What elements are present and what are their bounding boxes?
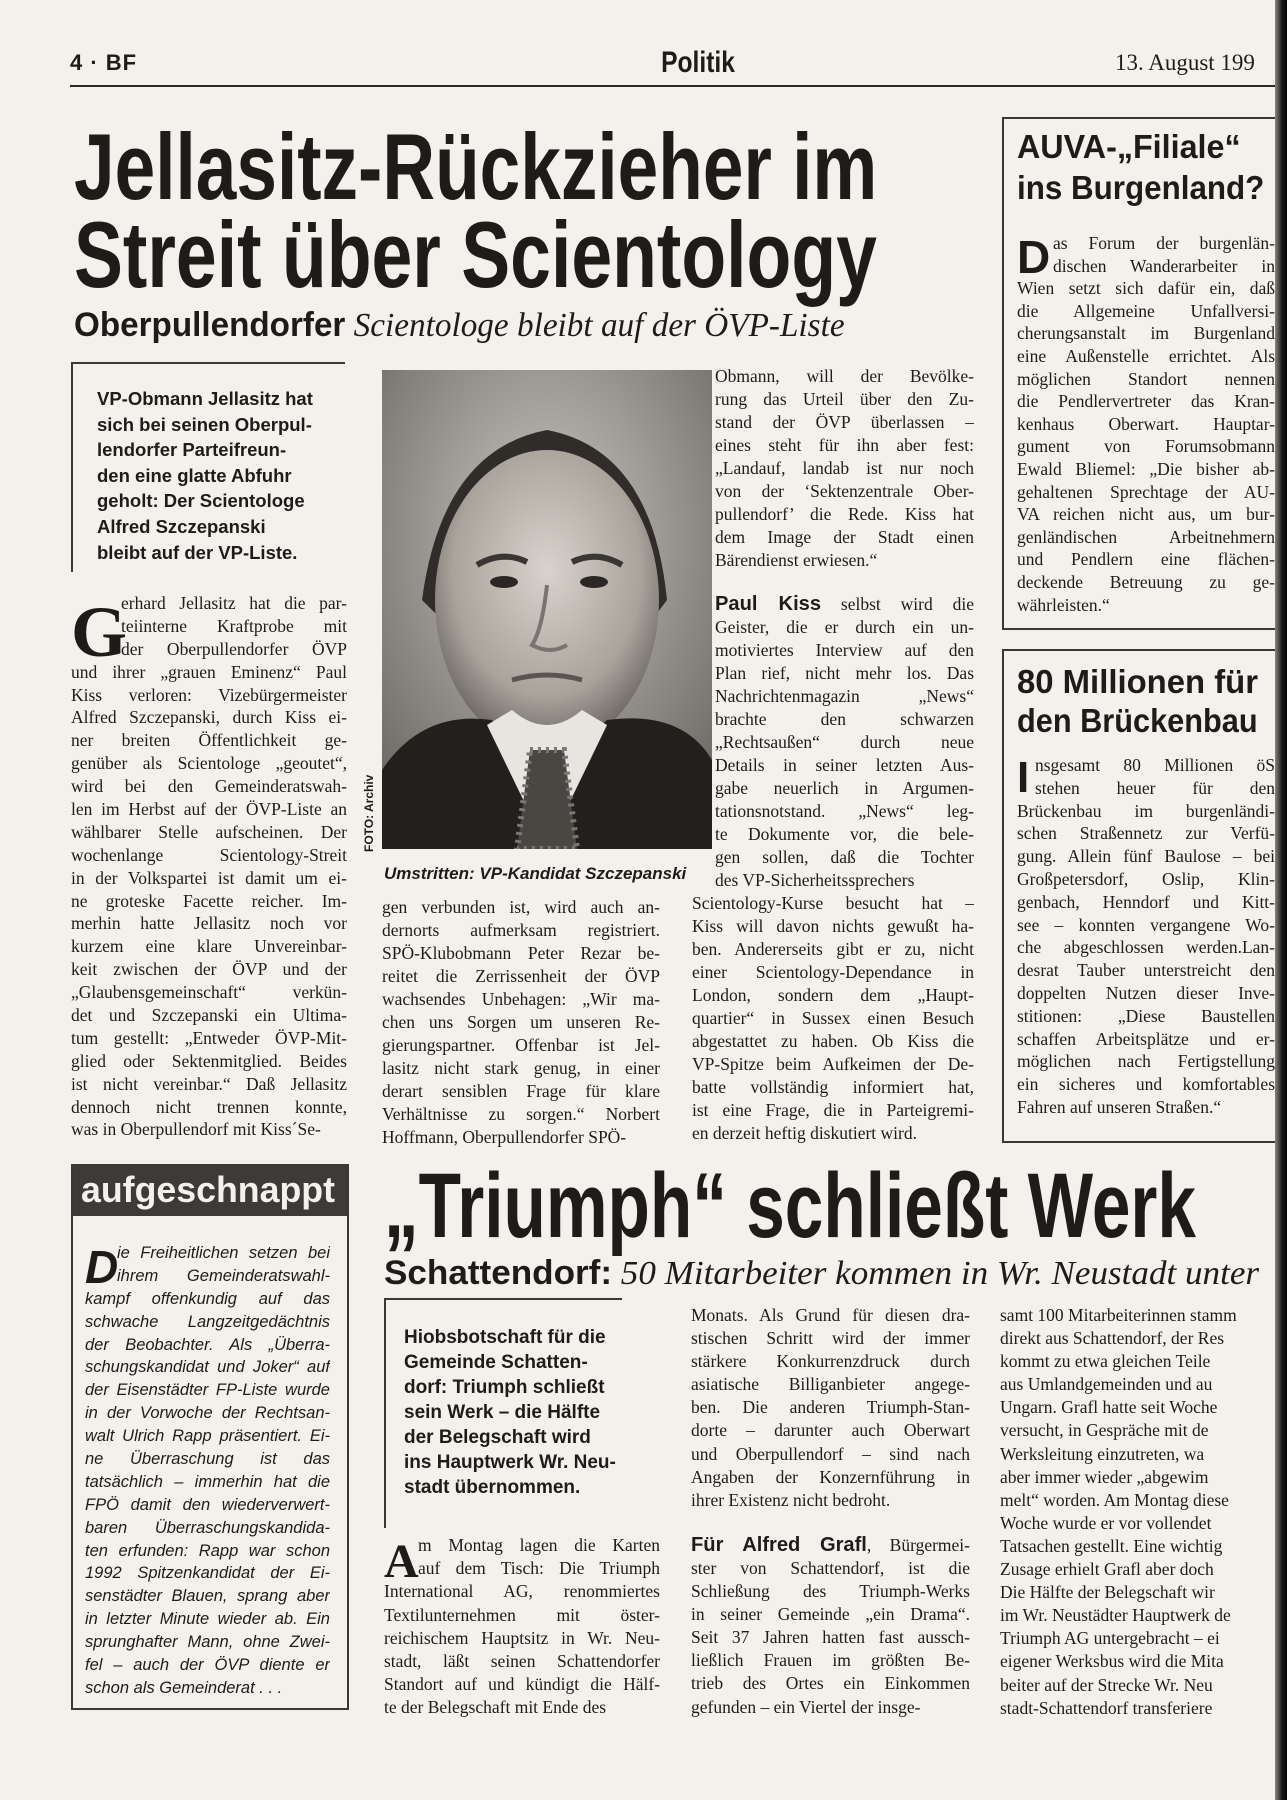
text-line: die Allgemeine Unfallversi- xyxy=(1017,300,1275,321)
text-line: Tatsachen gestellt. Eine wichtig xyxy=(1000,1535,1223,1556)
text-line: Seit 37 Jahren hatten fast aussch- xyxy=(691,1627,970,1648)
text-line: aber immer wieder „abgewim xyxy=(1000,1466,1209,1487)
headline xyxy=(74,114,1108,307)
text-line: gierungspartner. Offenbar ist Jel- xyxy=(382,1035,660,1055)
text-line: der Belegschaft wird xyxy=(404,1427,591,1448)
text-line: genländischen Arbeitnehmern xyxy=(1017,526,1275,547)
text-line: cherungsanstalt im Burgenland xyxy=(1017,323,1275,344)
text-line: in seiner Gemeinde „ein Drama“. xyxy=(691,1604,970,1625)
text-line: sein Werk – die Hälfte xyxy=(404,1402,601,1423)
text-line: direkt aus Schattendorf, der Res xyxy=(1000,1328,1225,1349)
text-line: te der Belegschaft mit Ende des xyxy=(384,1697,607,1718)
triumph-lead-text xyxy=(404,1325,618,1500)
text-line: Obmann, will der Bevölke- xyxy=(715,366,974,386)
text-line: Zusage erhielt Grafl aber doch xyxy=(1000,1559,1214,1580)
subheadline-italic: 50 Mitarbeiter kommen in Wr. Neustadt unter xyxy=(620,1255,1260,1292)
text-line: stischen Schritt wird der immer xyxy=(691,1328,970,1349)
text-line: m Montag lagen die Karten xyxy=(418,1535,660,1555)
text-line: Großpetersdorf, Oslip, Klin- xyxy=(1017,868,1275,889)
triumph-headline-text: „Triumph“ schließt Werk xyxy=(384,1155,1196,1257)
text-line: melt“ worden. Am Montag diese xyxy=(1000,1489,1229,1510)
text-line: pullendorf’ die Rede. Kiss hat xyxy=(715,504,974,524)
text-line: gung. Allein fünf Baulose – bei xyxy=(1017,846,1275,867)
lead-text xyxy=(97,386,340,565)
text-line: erhard Jellasitz hat die par- xyxy=(121,593,347,613)
subheadline-italic: Scientologe bleibt auf der ÖVP-Liste xyxy=(353,307,845,344)
text-line: deckende Betreuung zu ge- xyxy=(1017,571,1275,592)
text-line: merhin hatte Jellasitz noch vor xyxy=(71,913,347,934)
text-line: rung das Urteil über den Zu- xyxy=(715,389,974,409)
text-line: lendorfer Parteifreun- xyxy=(97,439,287,461)
text-line: Verhältnisse zu sorgen.“ Norbert xyxy=(382,1104,660,1124)
dropcap: A xyxy=(384,1535,419,1588)
text-line: Nachrichtenmagazin „News“ xyxy=(715,686,974,706)
text-line: FPÖ damit den wiederverwert- xyxy=(85,1495,330,1514)
text-line: genbach, Henndorf und Kitt- xyxy=(1017,891,1275,912)
scan-edge-shadow xyxy=(1275,0,1287,1800)
text-line: in letzter Minute wieder ab. Ein xyxy=(85,1610,330,1629)
sidebar-title-line: den Brückenbau xyxy=(1017,702,1258,739)
text-line: schungskandidat und Joker“ auf xyxy=(85,1358,330,1377)
text-line: auf dem Tisch: Die Triumph xyxy=(418,1558,660,1579)
text-line: wählbarer Stelle aufscheinen. Der xyxy=(71,821,347,842)
text-line: Ewald Bliemel: „Die bisher ab- xyxy=(1017,458,1275,479)
text-line: Brückenbau im burgenländi- xyxy=(1017,800,1275,821)
text-line: und Oberpullendorf – sind nach xyxy=(691,1443,970,1464)
text-line: schen Straßennetz zur Verfü- xyxy=(1017,823,1275,844)
text-line: ein sicheres und komfortables xyxy=(1017,1074,1275,1095)
text-line: Schließung des Triumph-Werks xyxy=(691,1581,970,1602)
text-line: gabe neuerlich in Argumen- xyxy=(715,778,974,798)
text-line: gefunden – ein Viertel der insge- xyxy=(691,1696,921,1717)
text-line: ins Hauptwerk Wr. Neu- xyxy=(404,1452,616,1473)
text-line: walt Ulrich Rapp präsentiert. Ei- xyxy=(85,1427,330,1446)
text-line: samt 100 Mitarbeiterinnen stamm xyxy=(1000,1305,1237,1325)
text-line: trieb des Ortes ein Einkommen xyxy=(691,1673,970,1694)
text-line: im Wr. Neustädter Hauptwerk de xyxy=(1000,1605,1231,1626)
text-line: währleisten.“ xyxy=(1017,594,1110,615)
text-line: der Oberpullendorfer ÖVP xyxy=(121,638,347,659)
text-line: stärkere Konkurrenzdruck durch xyxy=(691,1351,970,1372)
section-title xyxy=(0,46,1287,80)
text-line: VP-Obmann Jellasitz hat xyxy=(97,388,313,409)
text-line: ster von Schattendorf, ist die xyxy=(691,1557,970,1578)
sidebar-title-line: ins Burgenland? xyxy=(1017,169,1265,206)
text-line: eine Außenstelle errichtet. Als xyxy=(1017,345,1275,366)
portrait-image xyxy=(382,370,712,849)
text-line: Hoffmann, Oberpullendorfer SPÖ- xyxy=(382,1127,627,1147)
text-line: tatsächlich – immerhin hat die xyxy=(85,1472,330,1491)
text-line: che abgeschlossen werden.Lan- xyxy=(1017,937,1275,958)
text-line: Details in seiner letzten Aus- xyxy=(715,755,974,775)
text-line: derart sensiblen Frage für klare xyxy=(382,1081,660,1101)
text-line: ben. Die anderen Triumph-Stan- xyxy=(691,1397,970,1418)
text-line: dorte – darunter auch Oberwart xyxy=(691,1420,970,1441)
text-line: eigener Werksbus wird die Mita xyxy=(1000,1651,1224,1672)
text-line: sprunghafter Mann, ohne Zwei- xyxy=(85,1633,330,1652)
text-line: VA reichen nicht aus, um bur- xyxy=(1017,504,1275,525)
text-line: det und Szczepanski ein Ultima- xyxy=(71,1005,347,1026)
text-line: der Eisenstädter FP-Liste wurde xyxy=(85,1381,330,1400)
text-line: eines steht für ihn aber fest: xyxy=(715,435,974,455)
text-line: baren Überraschungskandida- xyxy=(85,1518,330,1537)
text-line: dischen Wanderarbeiter in xyxy=(1053,255,1275,276)
text-line: den eine glatte Abfuhr xyxy=(97,464,292,486)
text-line: Für Alfred Grafl, Bürgermei- xyxy=(691,1533,970,1556)
sidebar-text xyxy=(1017,232,1275,616)
text-line: „Landauf, landab ist nur noch xyxy=(715,458,974,478)
text-line: des VP-Sicherheitssprechers xyxy=(715,870,915,890)
triumph-column-1 xyxy=(384,1534,660,1720)
section-label: Politik xyxy=(661,46,736,79)
text-line: gehaltenen Sprechtage der AU- xyxy=(1017,481,1275,502)
text-line: desrat Tauber unterstreicht den xyxy=(1017,960,1275,981)
text-line: aus Umlandgemeinden und au xyxy=(1000,1374,1213,1395)
text-line: gen sollen, daß die Tochter xyxy=(715,847,974,867)
triumph-subheadline xyxy=(384,1254,1260,1293)
text-line: motiviertes Interview auf den xyxy=(715,640,974,660)
headline-line: Streit über Scientology xyxy=(74,202,877,307)
text-line: London, sondern dem „Haupt- xyxy=(692,985,974,1005)
text-line: Geister, die er durch ein un- xyxy=(715,617,974,637)
text-line: versucht, in Gespräche mit de xyxy=(1000,1420,1209,1441)
dropcap: D xyxy=(1017,231,1051,283)
text-line: wochenlange Scientology-Streit xyxy=(71,844,347,865)
text-line: Kiss verloren: Vizebürgermeister xyxy=(71,684,347,705)
text-line: Angaben der Konzernführung in xyxy=(691,1466,970,1487)
photo-caption: Umstritten: VP-Kandidat Szczepanski xyxy=(384,864,687,883)
text-line: keit zwischen der ÖVP und der xyxy=(71,959,347,980)
issue-date: 13. August 199 xyxy=(1115,50,1255,75)
portrait-photo xyxy=(382,370,712,849)
text-line: as Forum der burgenlän- xyxy=(1053,233,1275,253)
text-line: quartier“ in Sussex einen Besuch xyxy=(692,1008,974,1028)
sidebar-title-line: AUVA-„Filiale“ xyxy=(1017,128,1241,165)
text-line: kampf offenkundig auf das xyxy=(85,1289,330,1308)
text-line: schwache Langzeitgedächtnis xyxy=(85,1312,330,1331)
text-line: senstädter Blauen, sprang aber xyxy=(85,1587,330,1606)
page-number: 4 · BF xyxy=(70,50,138,75)
text-line: Standort auf und kündigt die Hälf- xyxy=(384,1674,660,1695)
subheadline-bold: Oberpullendorfer xyxy=(74,306,346,344)
text-line: chen uns Sorgen um unseren Re- xyxy=(382,1012,660,1032)
text-line: ihrer Existenz nicht bedroht. xyxy=(691,1489,891,1510)
aufgeschnappt-text xyxy=(85,1242,330,1700)
text-line: Die Hälfte der Belegschaft wir xyxy=(1000,1582,1215,1603)
text-line: reitet die Zerrissenheit der ÖVP xyxy=(382,966,660,986)
photo-credit: FOTO: Archiv xyxy=(362,774,376,852)
text-line: ten erfunden: Rapp war schon xyxy=(85,1541,330,1560)
text-line: ie Freiheitlichen setzen bei xyxy=(117,1244,330,1262)
text-line: Fahren auf unseren Straßen.“ xyxy=(1017,1096,1222,1117)
text-line: tationsnotstand. „News“ leg- xyxy=(715,801,974,821)
article-column-3 xyxy=(715,365,974,892)
text-line: stadt übernommen. xyxy=(404,1477,581,1498)
text-line: stadt-Schattendorf transferiere xyxy=(1000,1697,1213,1718)
text-line: einer Scientology-Dependance in xyxy=(692,962,974,982)
text-line: die Pendlervertreter das Kran- xyxy=(1017,391,1275,412)
text-line: Scientology-Kurse besucht hat – xyxy=(692,893,974,913)
dropcap: D xyxy=(85,1241,119,1293)
text-line: Triumph AG untergebracht – ei xyxy=(1000,1628,1220,1649)
article-column-2 xyxy=(382,896,660,1149)
header-divider xyxy=(70,85,1287,87)
text-line: und Pendlern eine flächen- xyxy=(1017,549,1275,570)
text-line: dorf: Triumph schließt xyxy=(404,1377,605,1398)
triumph-column-3 xyxy=(1000,1304,1287,1720)
sidebar-title-line: 80 Millionen für xyxy=(1017,663,1259,700)
text-line: der Beobachter. Als „Überra- xyxy=(85,1335,330,1354)
text-line: dennoch nicht trennen konnte, xyxy=(71,1096,347,1117)
text-line: möglichen nach Fertigstellung xyxy=(1017,1051,1275,1072)
text-line: Gemeinde Schatten- xyxy=(404,1352,588,1373)
subheadline xyxy=(74,306,863,345)
text-line: abgestattet zu haben. Ob Kiss die xyxy=(692,1031,974,1051)
text-line: von der ‘Sektenzentrale Ober- xyxy=(715,481,974,501)
text-line: Kiss will davon nichts gewußt ha- xyxy=(692,916,974,936)
text-line: kurzem eine klare Unvereinbar- xyxy=(71,936,347,957)
text-line: tum gestellt: „Entweder ÖVP-Mit- xyxy=(71,1027,347,1048)
text-line: in der Vorwoche der Rechtsan- xyxy=(85,1404,330,1423)
text-line: dem Image der Stadt einen xyxy=(715,527,974,547)
sidebar-title xyxy=(1017,130,1277,204)
text-line: Werksleitung einzutreten, wa xyxy=(1000,1443,1205,1464)
text-line: Wien setzt sich dafür ein, daß xyxy=(1017,278,1275,299)
text-line: Alfred Szczepanski, durch Kiss ei- xyxy=(71,707,347,728)
text-line: 1992 Spitzenkandidat der Ei- xyxy=(85,1564,330,1583)
text-line: Plan rief, nicht mehr los. Das xyxy=(715,663,974,683)
text-line: SPÖ-Klubobmann Peter Rezar be- xyxy=(382,943,660,963)
text-line: wird bei den Gemeinderatswah- xyxy=(71,776,347,797)
text-line: ner breiten Öffentlichkeit ge- xyxy=(71,730,347,751)
text-line: stitionen: „Diese Baustellen xyxy=(1017,1005,1275,1026)
sidebar-title xyxy=(1017,665,1276,737)
text-line: International AG, renommiertes xyxy=(384,1581,660,1602)
text-line: doppelten Nutzen dieser Inve- xyxy=(1017,982,1275,1003)
triumph-column-2 xyxy=(691,1304,970,1719)
text-line: bleibt auf der VP-Liste. xyxy=(97,541,298,563)
text-line: fel – auch der ÖVP diente er xyxy=(85,1656,330,1675)
text-line: asiatische Billiganbieter angege- xyxy=(691,1374,970,1395)
text-line: „Glaubensgemeinschaft“ verkün- xyxy=(71,982,347,1003)
text-line: ist eine Frage, die in Parteigremi- xyxy=(692,1100,974,1120)
text-line: teiinterne Kraftprobe mit xyxy=(121,615,347,636)
text-line: genüber als Scientologe „geoutet“, xyxy=(71,753,347,774)
text-line: reichischem Hauptsitz in Wr. Neu- xyxy=(384,1627,660,1648)
dropcap: G xyxy=(71,592,128,672)
headline-line: Jellasitz-Rückzieher im xyxy=(74,114,878,219)
text-line: ließlich Frauen im größten Be- xyxy=(691,1650,970,1671)
text-line: gen verbunden ist, wird auch an- xyxy=(382,897,660,917)
text-line: batte vollständig informiert hat, xyxy=(692,1077,974,1097)
text-line: möglichen Standort nennen xyxy=(1017,368,1275,389)
text-line: len im Herbst auf der ÖVP-Liste an xyxy=(71,799,347,820)
text-line: Alfred Szczepanski xyxy=(97,515,266,537)
article-column-1 xyxy=(71,592,347,1141)
text-line: dernorts aufmerksam registriert. xyxy=(382,920,660,940)
text-line: nsgesamt 80 Millionen öS xyxy=(1035,755,1275,775)
sidebar-text xyxy=(1017,754,1275,1119)
text-line: stehen heuer für den xyxy=(1035,777,1275,798)
triumph-headline xyxy=(384,1155,1287,1257)
aufgeschnappt-title: aufgeschnappt xyxy=(81,1169,336,1210)
text-line: und ihrer „grauen Eminenz“ Paul xyxy=(71,661,347,682)
text-line: gument von Forumsobmann xyxy=(1017,436,1275,457)
text-line: ist nicht vereinbar.“ Daß Jellasitz xyxy=(71,1073,347,1094)
text-line: te Dokumente vor, die bele- xyxy=(715,824,974,844)
text-line: ihrem Gemeinderatswahl- xyxy=(117,1266,330,1285)
text-line: Paul Kiss selbst wird die xyxy=(715,593,974,615)
text-line: in der Volkspartei ist damit um ei- xyxy=(71,867,347,888)
text-line: schon als Gemeinderat . . . xyxy=(85,1678,283,1697)
subheadline-bold: Schattendorf: xyxy=(384,1254,613,1292)
text-line: see – konnten vergangene Wo- xyxy=(1017,914,1275,935)
text-line: en derzeit heftig diskutiert wird. xyxy=(692,1123,917,1143)
text-line: „Rechtsaußen“ durch neue xyxy=(715,732,974,752)
text-line: ne Überraschung ist das xyxy=(85,1450,330,1469)
text-line: Woche wurde er vor vollendet xyxy=(1000,1512,1212,1533)
text-line: kenhaus Oberwart. Hauptar- xyxy=(1017,413,1275,434)
text-line: glied oder Sektenmitglied. Beides xyxy=(71,1050,347,1071)
lead-in: Paul Kiss xyxy=(715,593,822,615)
text-line: Hiobsbotschaft für die xyxy=(404,1327,606,1348)
text-line: ne groteske Facette reicher. Im- xyxy=(71,890,347,911)
text-line: Ungarn. Grafl hatte seit Woche xyxy=(1000,1397,1218,1418)
text-line: sich bei seinen Oberpul- xyxy=(97,413,312,435)
text-line: Textilunternehmen mit öster- xyxy=(384,1604,660,1625)
lead-in: Für Alfred Grafl xyxy=(691,1533,867,1556)
text-line: ben. Andererseits gibt er zu, nicht xyxy=(692,939,974,959)
text-line: stand der ÖVP überlassen – xyxy=(715,412,974,432)
text-line: brachte den schwarzen xyxy=(715,709,974,729)
text-line: geholt: Der Scientologe xyxy=(97,490,305,512)
text-line: beiter auf der Strecke Wr. Neu xyxy=(1000,1674,1213,1695)
text-line: lasitz nicht stark genug, in einer xyxy=(382,1058,660,1078)
text-line: kommt zu etwa gleichen Teile xyxy=(1000,1351,1211,1372)
article-column-3-continued xyxy=(692,892,974,1145)
dropcap: I xyxy=(1017,753,1030,802)
text-line: Monats. Als Grund für diesen dra- xyxy=(691,1305,970,1325)
text-line: was in Oberpullendorf mit Kiss´Se- xyxy=(71,1119,321,1140)
text-line: wachsendes Unbehagen: „Wir ma- xyxy=(382,989,660,1009)
text-line: stadt, läßt seinen Schattendorfer xyxy=(384,1650,660,1671)
text-line: Bärendienst erwiesen.“ xyxy=(715,550,878,570)
text-line: schaffen Arbeitsplätze und er- xyxy=(1017,1028,1275,1049)
text-line: VP-Spitze beim Aufkeimen der De- xyxy=(692,1054,974,1074)
aufgeschnappt-header xyxy=(73,1166,347,1216)
